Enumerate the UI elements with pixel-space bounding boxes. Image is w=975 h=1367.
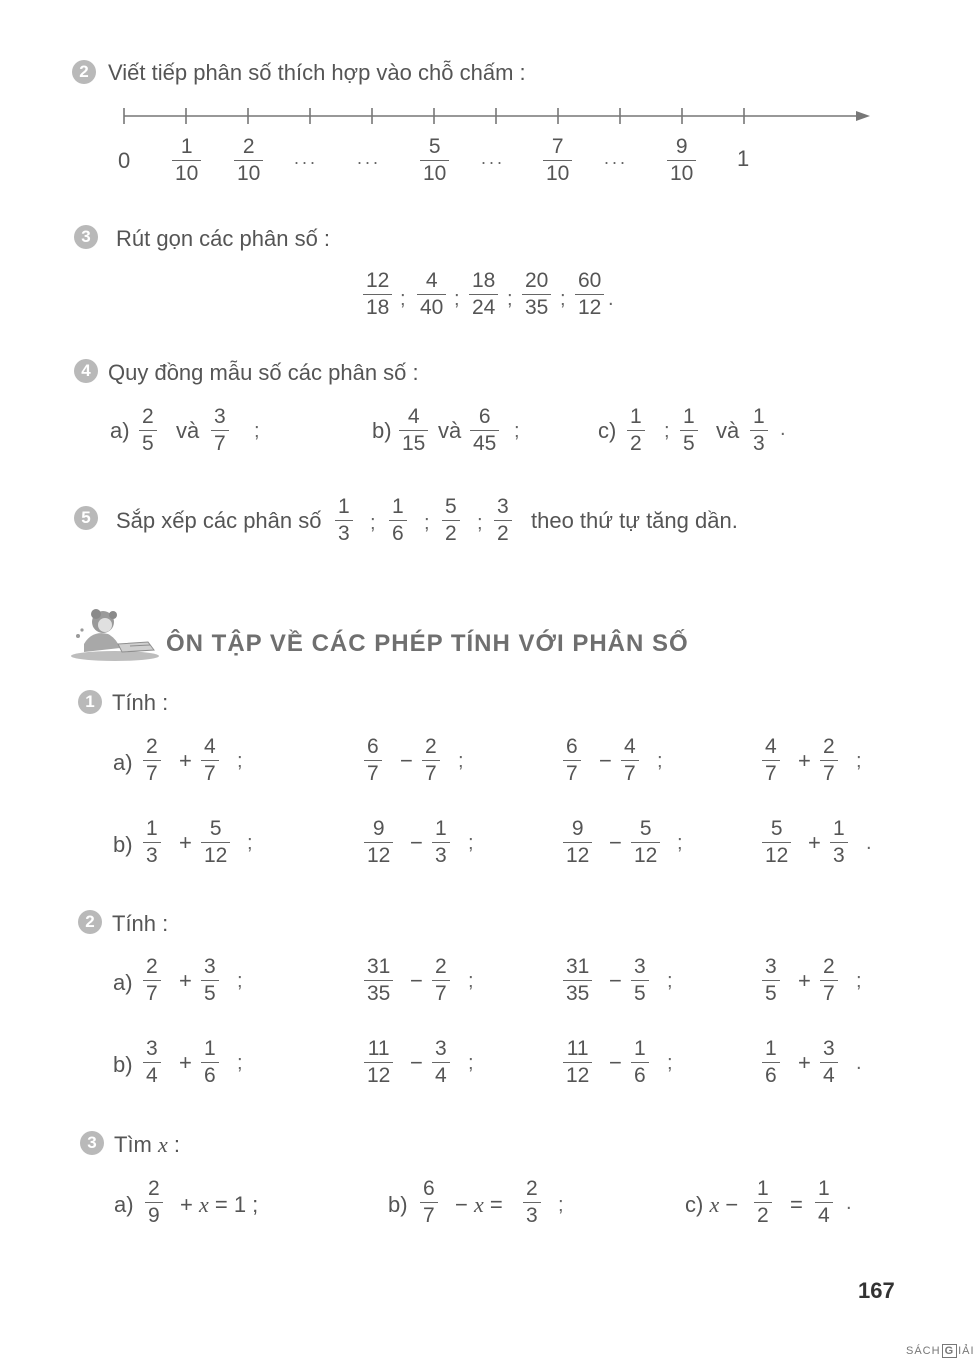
exercise-instruction-end: theo thứ tự tăng dần. <box>531 508 738 533</box>
equals-sign: = <box>489 1192 503 1217</box>
operator: + <box>179 1050 192 1075</box>
fraction: $\frac{6}{45}$ <box>470 404 499 457</box>
operator: + <box>798 748 811 773</box>
conjunction: và <box>438 418 462 443</box>
end-punctuation: ; <box>468 1052 474 1074</box>
item-label-a: a) <box>113 970 133 995</box>
item-label-b: b) <box>113 832 133 857</box>
fraction: $\frac{3}{4}$ <box>143 1036 161 1089</box>
fraction: $\frac{3}{5}$ <box>762 954 780 1007</box>
operator: − <box>410 1050 423 1075</box>
badge-number: 5 <box>81 508 91 527</box>
fraction: $\frac{1}{3}$ <box>335 494 353 547</box>
operator: − <box>609 830 622 855</box>
exercise-number-badge <box>72 60 96 84</box>
end-punctuation: ; <box>237 1052 243 1074</box>
item-label-a: a) <box>113 750 133 775</box>
end-punctuation: ; <box>667 1052 673 1074</box>
fraction: $\frac{2}{3}$ <box>523 1176 541 1229</box>
separator: ; <box>514 420 520 442</box>
end-punctuation: . <box>846 1192 852 1214</box>
exercise-number-badge <box>80 1131 104 1155</box>
operator: + <box>798 968 811 993</box>
blank-dots: ... <box>357 148 382 168</box>
fraction: $\frac{6}{7}$ <box>420 1176 438 1229</box>
fraction: $\frac{1}{4}$ <box>815 1176 833 1229</box>
item-label-a: a) <box>110 418 130 443</box>
plus-sign: + <box>180 1192 193 1217</box>
operator: + <box>179 748 192 773</box>
fraction: $\frac{6}{7}$ <box>563 734 581 787</box>
fraction: $\frac{2}{5}$ <box>139 404 157 457</box>
end-punctuation: . <box>608 288 614 310</box>
exercise-instruction: Viết tiếp phân số thích hợp vào chỗ chấm : <box>108 60 526 85</box>
operator: − <box>410 968 423 993</box>
operator: − <box>609 1050 622 1075</box>
end-punctuation: ; <box>657 750 663 772</box>
fraction: $\frac{31}{35}$ <box>563 954 592 1007</box>
fraction: $\frac{3}{7}$ <box>211 404 229 457</box>
operator: + <box>808 830 821 855</box>
blank-dots: ... <box>604 148 629 168</box>
exercise-instruction: Tính : <box>112 911 169 936</box>
fraction: $\frac{1}{6}$ <box>631 1036 649 1089</box>
exercise-instruction: Quy đồng mẫu số các phân số : <box>108 360 419 385</box>
conjunction: và <box>176 418 200 443</box>
equation-rest <box>180 1192 258 1218</box>
fraction: $\frac{5}{12}$ <box>762 816 791 869</box>
fraction: $\frac{3}{2}$ <box>494 494 512 547</box>
item-label-c <box>685 1192 738 1218</box>
item-label-b: b) <box>113 1052 133 1077</box>
end-punctuation: . <box>856 1052 862 1074</box>
fraction: $\frac{9}{12}$ <box>563 816 592 869</box>
number-line-fraction: $\frac{7}{10}$ <box>543 134 572 187</box>
separator: ; <box>254 420 260 442</box>
fraction: $\frac{1}{6}$ <box>389 494 407 547</box>
number-line <box>118 104 878 128</box>
item-label-b: b) <box>372 418 392 443</box>
watermark <box>906 1344 975 1358</box>
operator: − <box>609 968 622 993</box>
end-punctuation: ; <box>247 832 253 854</box>
watermark-right: IẢI <box>958 1345 975 1357</box>
page-number: 167 <box>858 1278 895 1303</box>
fraction: $\frac{2}{9}$ <box>145 1176 163 1229</box>
end-punctuation: ; <box>468 832 474 854</box>
fraction: $\frac{4}{15}$ <box>399 404 428 457</box>
end-punctuation: ; <box>237 970 243 992</box>
end-punctuation: . <box>866 832 872 854</box>
item-label-c: c) <box>598 418 617 443</box>
label-c: c) <box>685 1192 704 1217</box>
fraction: $\frac{5}{12}$ <box>631 816 660 869</box>
fraction: $\frac{2}{7}$ <box>820 734 838 787</box>
fraction: $\frac{3}{4}$ <box>432 1036 450 1089</box>
fraction: $\frac{18}{24}$ <box>469 268 498 321</box>
number-line-fraction: $\frac{5}{10}$ <box>420 134 449 187</box>
end-punctuation: ; <box>237 750 243 772</box>
fraction: $\frac{2}{7}$ <box>143 734 161 787</box>
blank-dots: ... <box>481 148 506 168</box>
fraction: $\frac{1}{5}$ <box>680 404 698 457</box>
fraction: $\frac{3}{4}$ <box>820 1036 838 1089</box>
operator: − <box>400 748 413 773</box>
exercise-instruction <box>114 1132 180 1158</box>
badge-number: 2 <box>79 62 89 81</box>
operator: − <box>599 748 612 773</box>
exercise-number-badge <box>78 910 102 934</box>
fraction: $\frac{20}{35}$ <box>522 268 551 321</box>
fraction: $\frac{4}{7}$ <box>762 734 780 787</box>
item-label-b: b) <box>388 1192 408 1217</box>
badge-number: 3 <box>81 227 91 246</box>
separator: ; <box>477 512 483 534</box>
separator: ; <box>454 288 460 310</box>
operator: + <box>798 1050 811 1075</box>
fraction: $\frac{1}{3}$ <box>750 404 768 457</box>
fraction: $\frac{1}{3}$ <box>830 816 848 869</box>
colon: : <box>173 1132 181 1157</box>
fraction: $\frac{1}{3}$ <box>432 816 450 869</box>
blank-dots: ... <box>294 148 319 168</box>
girl-reading-icon <box>70 604 162 662</box>
fraction: $\frac{4}{7}$ <box>201 734 219 787</box>
fraction: $\frac{3}{5}$ <box>201 954 219 1007</box>
equals-sign: = <box>790 1192 803 1217</box>
fraction: $\frac{12}{18}$ <box>363 268 392 321</box>
separator: ; <box>664 420 670 442</box>
number-line-fraction: $\frac{2}{10}$ <box>234 134 263 187</box>
operator: − <box>410 830 423 855</box>
end-punctuation: ; <box>677 832 683 854</box>
number-line-fraction: $\frac{9}{10}$ <box>667 134 696 187</box>
fraction: $\frac{11}{12}$ <box>563 1036 592 1089</box>
minus-sign: − <box>455 1192 468 1217</box>
end-punctuation: ; <box>458 750 464 772</box>
number-line-one: 1 <box>737 146 750 171</box>
section-title: ÔN TẬP VỀ CÁC PHÉP TÍNH VỚI PHÂN SỐ <box>166 630 689 657</box>
exercise-instruction: Rút gọn các phân số : <box>116 226 331 251</box>
separator: ; <box>424 512 430 534</box>
exercise-number-badge <box>78 690 102 714</box>
fraction: $\frac{4}{7}$ <box>621 734 639 787</box>
end-punctuation: ; <box>667 970 673 992</box>
item-label-a: a) <box>114 1192 134 1217</box>
fraction: $\frac{1}{3}$ <box>143 816 161 869</box>
separator: ; <box>400 288 406 310</box>
variable-x: x <box>198 1192 209 1217</box>
separator: ; <box>560 288 566 310</box>
variable-x: x <box>709 1192 720 1217</box>
fraction: $\frac{9}{12}$ <box>364 816 393 869</box>
fraction: $\frac{2}{7}$ <box>422 734 440 787</box>
end-punctuation: . <box>780 418 786 440</box>
separator: ; <box>507 288 513 310</box>
watermark-logo-icon: G <box>942 1344 958 1358</box>
fraction: $\frac{31}{35}$ <box>364 954 393 1007</box>
instruction-word: Tìm <box>114 1132 152 1157</box>
fraction: $\frac{60}{12}$ <box>575 268 604 321</box>
exercise-number-badge <box>74 359 98 383</box>
variable-x: x <box>473 1192 484 1217</box>
fraction: $\frac{2}{7}$ <box>143 954 161 1007</box>
separator: ; <box>558 1194 564 1216</box>
exercise-number-badge <box>74 506 98 530</box>
conjunction: và <box>716 418 740 443</box>
operator: + <box>179 968 192 993</box>
fraction: $\frac{4}{40}$ <box>417 268 446 321</box>
watermark-left: SÁCH <box>906 1345 941 1357</box>
exercise-number-badge <box>74 225 98 249</box>
equation-middle <box>455 1192 503 1218</box>
minus-sign: − <box>725 1192 739 1217</box>
end-punctuation: ; <box>856 970 862 992</box>
fraction: $\frac{5}{12}$ <box>201 816 230 869</box>
badge-number: 1 <box>85 692 95 711</box>
number-line-zero: 0 <box>118 148 131 173</box>
fraction: $\frac{11}{12}$ <box>364 1036 393 1089</box>
operator: + <box>179 830 192 855</box>
fraction: $\frac{5}{2}$ <box>442 494 460 547</box>
number-line-fraction: $\frac{1}{10}$ <box>172 134 201 187</box>
equals-one: = 1 ; <box>214 1192 259 1217</box>
fraction: $\frac{1}{2}$ <box>627 404 645 457</box>
badge-number: 4 <box>81 361 91 380</box>
separator: ; <box>370 512 376 534</box>
fraction: $\frac{1}{6}$ <box>762 1036 780 1089</box>
variable-x: x <box>158 1132 168 1157</box>
fraction: $\frac{2}{7}$ <box>820 954 838 1007</box>
end-punctuation: ; <box>856 750 862 772</box>
fraction: $\frac{3}{5}$ <box>631 954 649 1007</box>
badge-number: 2 <box>85 912 95 931</box>
end-punctuation: ; <box>468 970 474 992</box>
fraction: $\frac{2}{7}$ <box>432 954 450 1007</box>
badge-number: 3 <box>87 1133 97 1152</box>
fraction: $\frac{1}{2}$ <box>754 1176 772 1229</box>
fraction: $\frac{1}{6}$ <box>201 1036 219 1089</box>
exercise-instruction: Tính : <box>112 690 169 715</box>
fraction: $\frac{6}{7}$ <box>364 734 382 787</box>
exercise-instruction: Sắp xếp các phân số <box>116 508 322 533</box>
